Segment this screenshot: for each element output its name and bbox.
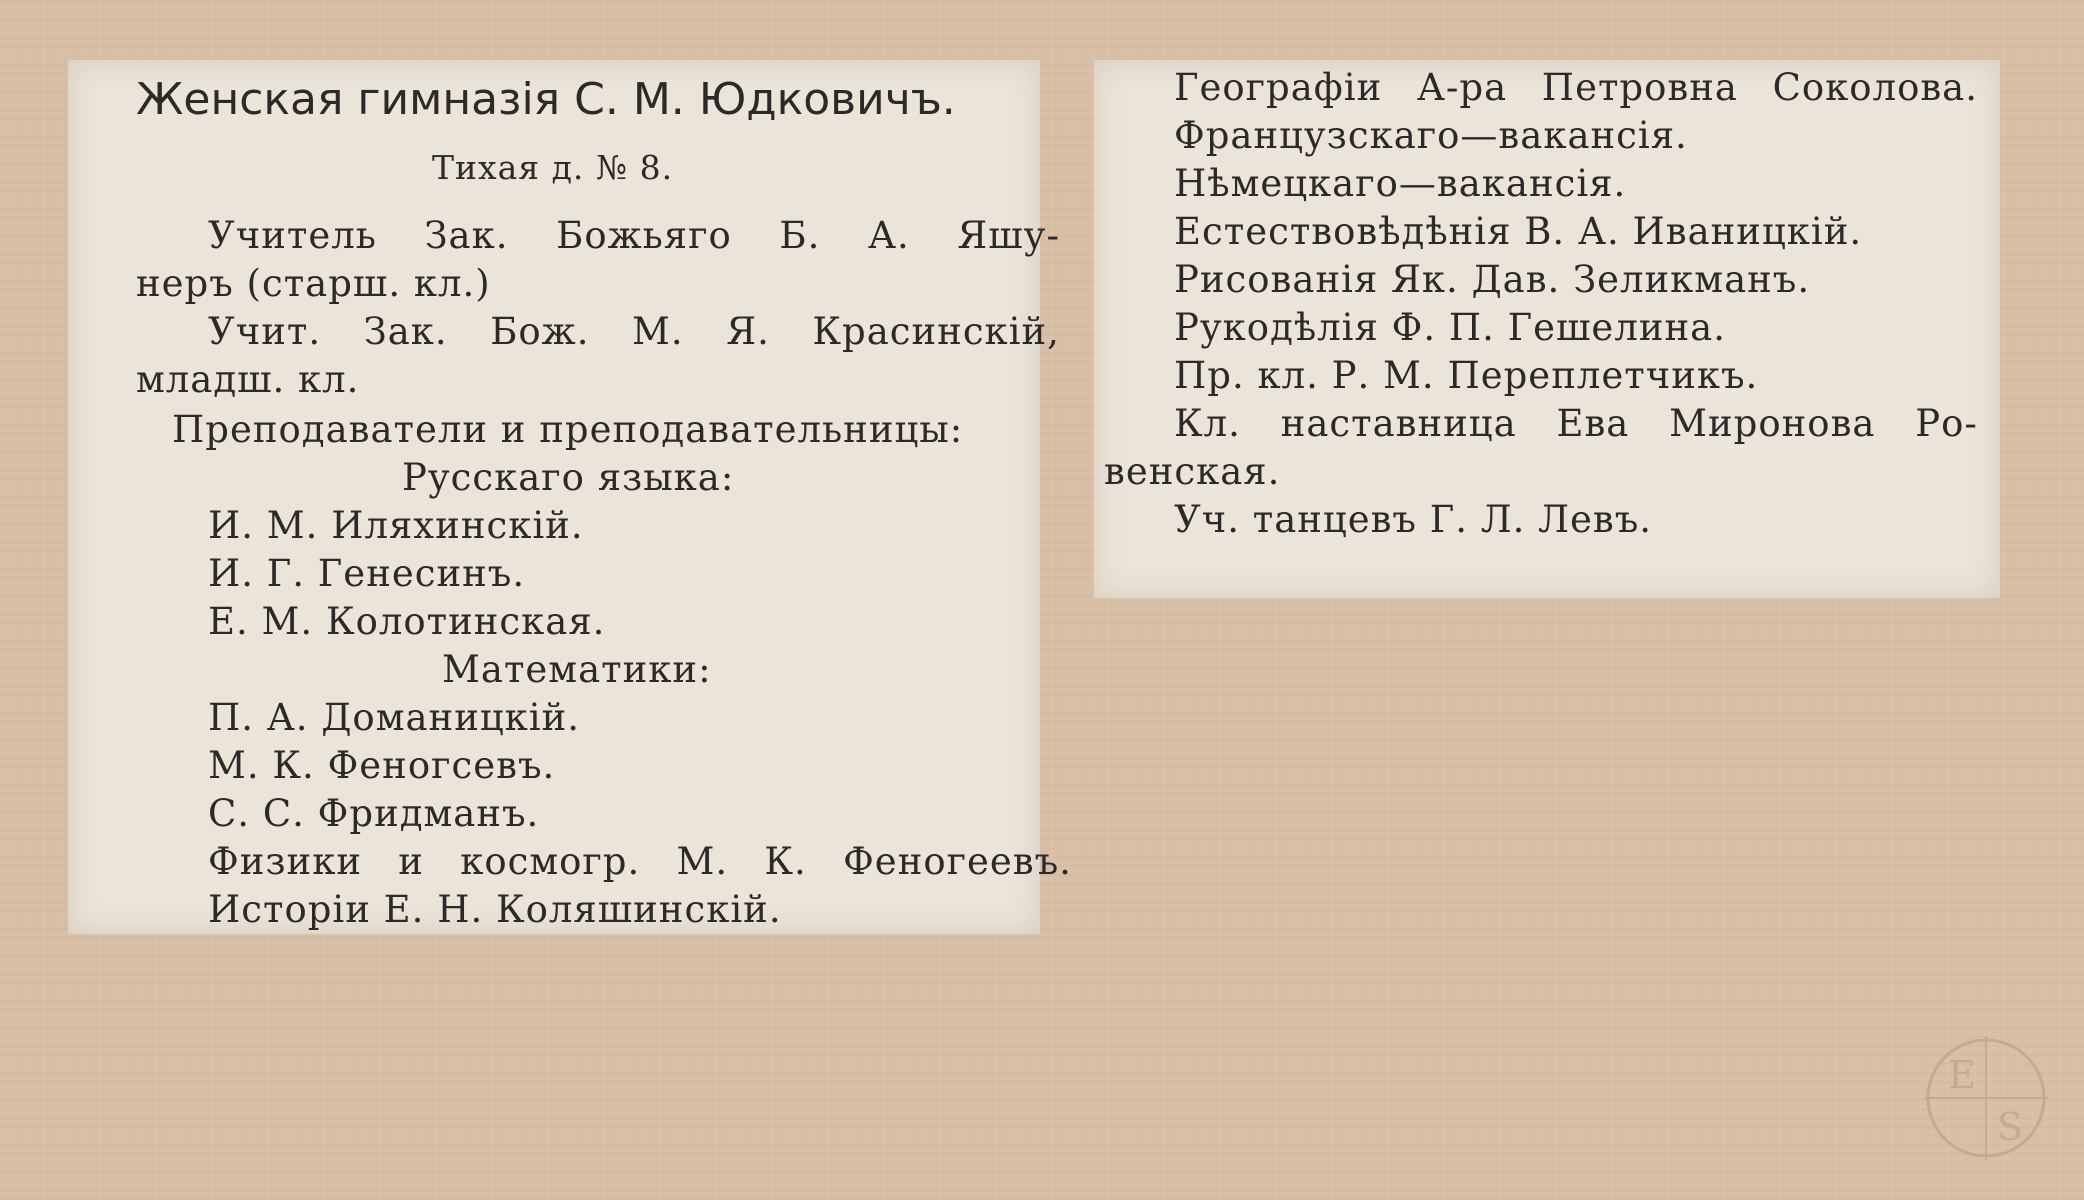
word: и <box>398 840 424 883</box>
geography-line <box>1174 64 1978 112</box>
gymnasium-title: Женская гимназія С. М. Юдковичъ. <box>136 74 956 125</box>
law-teacher2-line2: младш. кл. <box>136 358 360 401</box>
word: Учитель <box>208 214 377 257</box>
law-teacher-line2: неръ (старш. кл.) <box>136 262 491 305</box>
russian-teacher: И. М. Иляхинскій. <box>208 504 584 547</box>
word: А-ра <box>1416 66 1508 109</box>
german-line: Нѣмецкаго—вакансія. <box>1174 162 1627 205</box>
physics-line <box>208 838 1072 886</box>
es-compass-emblem <box>1924 1036 2048 1160</box>
russian-heading: Русскаго языка: <box>402 456 735 499</box>
word: наставница <box>1280 402 1517 445</box>
class-mentor-line2: венская. <box>1104 450 1281 493</box>
word: Ева <box>1556 402 1630 445</box>
law-teacher-line1 <box>208 212 1060 260</box>
word: Ро- <box>1915 402 1978 445</box>
emblem-letter-s: S <box>1996 1105 2024 1149</box>
word: Физики <box>208 840 362 883</box>
word: Зак. <box>424 214 509 257</box>
math-teacher: С. С. Фридманъ. <box>208 792 540 835</box>
handicraft-line: Рукодѣлія Ф. П. Гешелина. <box>1174 306 1726 349</box>
word: Зак. <box>363 310 448 353</box>
prep-class-line: Пр. кл. Р. М. Переплетчикъ. <box>1174 354 1759 397</box>
russian-teacher: И. Г. Генесинъ. <box>208 552 526 595</box>
law-teacher2-line1 <box>208 308 1060 356</box>
word: К. <box>764 840 807 883</box>
teachers-heading: Преподаватели и преподавательницы: <box>172 408 964 451</box>
math-teacher: М. К. Феногсевъ. <box>208 744 556 787</box>
natural-science-line: Естествовѣдѣнія В. А. Иваницкій. <box>1174 210 1863 253</box>
address: Тихая д. № 8. <box>432 148 674 187</box>
right-clipping <box>1094 60 2000 598</box>
math-heading: Математики: <box>442 648 712 691</box>
russian-teacher: Е. М. Колотинская. <box>208 600 606 643</box>
word: Географіи <box>1174 66 1383 109</box>
french-line: Французскаго—вакансія. <box>1174 114 1688 157</box>
emblem-letter-e: E <box>1948 1053 1976 1097</box>
word: Я. <box>726 310 770 353</box>
word: Яшу- <box>957 214 1060 257</box>
drawing-line: Рисованія Як. Дав. Зеликманъ. <box>1174 258 1811 301</box>
word: Кл. <box>1174 402 1241 445</box>
word: Бож. <box>490 310 590 353</box>
word: Миронова <box>1669 402 1876 445</box>
word: А. <box>867 214 910 257</box>
word: Соколова. <box>1772 66 1978 109</box>
dance-line: Уч. танцевъ Г. Л. Левъ. <box>1174 498 1653 541</box>
word: М. <box>632 310 684 353</box>
word: Феногеевъ. <box>843 840 1072 883</box>
word: космогр. <box>460 840 641 883</box>
word: Петровна <box>1541 66 1738 109</box>
word: Красинскій, <box>812 310 1060 353</box>
word: Б. <box>779 214 821 257</box>
math-teacher: П. А. Доманицкій. <box>208 696 581 739</box>
class-mentor-line1 <box>1174 400 1978 448</box>
word: М. <box>676 840 729 883</box>
left-clipping <box>68 60 1072 934</box>
word: Учит. <box>208 310 322 353</box>
word: Божьяго <box>556 214 732 257</box>
history-line: Исторіи Е. Н. Коляшинскій. <box>208 888 782 931</box>
